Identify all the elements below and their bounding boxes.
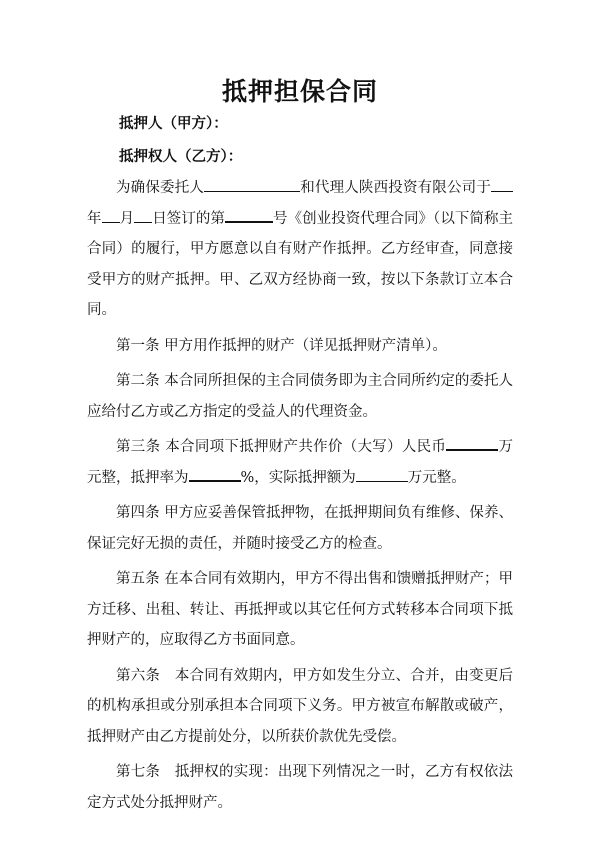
intro-text: 为确保委托人 xyxy=(116,180,205,196)
intro-text: 和代理人陕西投资有限公司于 xyxy=(300,180,492,196)
article-3-text: 万元整。 xyxy=(407,469,466,486)
article-3-text: 万元整，抵押率为 xyxy=(87,439,514,486)
document-title: 抵押担保合同 xyxy=(221,77,378,106)
party-b-label: 抵押权人（乙方）： xyxy=(119,148,243,165)
rate-blank xyxy=(189,465,241,482)
party-a-label: 抵押人（甲方）： xyxy=(119,115,228,132)
contract-body xyxy=(87,173,513,818)
article-5: 第五条 在本合同有效期内，甲方不得出售和馈赠抵押财产；甲方迁移、出租、转让、再抵押或以其它任何方式转移本合同项下抵押财产的，应取得乙方书面同意。 xyxy=(87,571,513,648)
article-3-text: %，实际抵押额为 xyxy=(240,469,356,486)
article-3-text: 第三条 本合同项下抵押财产共作价（大写）人民币 xyxy=(116,439,447,455)
intro-paragraph xyxy=(87,173,513,326)
article-7: 第七条 抵押权的实现：出现下列情况之一时，乙方有权依法定方式处分抵押财产。 xyxy=(87,764,513,811)
day-blank xyxy=(134,207,152,223)
intro-text: 月 xyxy=(119,210,135,227)
client-name-blank xyxy=(204,176,300,192)
article-6: 第六条 本合同有效期内，甲方如发生分立、合并，由变更后的机构承担或分别承担本合同项下义务。甲方被宣布解散或破产，抵押财产由乙方提前处分，以所获价款优先受偿。 xyxy=(87,667,513,745)
valuation-blank xyxy=(446,434,498,451)
intro-text: 年 xyxy=(87,210,102,227)
article-4: 第四条 甲方应妥善保管抵押物，在抵押期间负有维修、保养、保证完好无损的责任，并随时接受乙方的检查。 xyxy=(87,505,513,552)
article-1: 第一条 甲方用作抵押的财产（详见抵押财产清单）。 xyxy=(116,337,447,354)
article-3 xyxy=(87,432,513,493)
contract-number-blank xyxy=(225,206,273,223)
intro-text: 号《创业投资代理合同》（以下简称主合同）的履行，甲方愿意以自有财产作抵押。乙方经审查，同意接受甲方的财产抵押。甲、乙双方经协商一致，按以下条款订立本合同。 xyxy=(87,210,514,318)
month-blank xyxy=(102,207,120,223)
intro-text: 日签订的第 xyxy=(152,210,225,227)
article-2: 第二条 本合同所担保的主合同债务即为主合同所约定的委托人应给付乙方或乙方指定的受益人的代理资金。 xyxy=(87,373,513,420)
year-blank xyxy=(491,176,513,192)
amount-blank xyxy=(356,466,408,482)
